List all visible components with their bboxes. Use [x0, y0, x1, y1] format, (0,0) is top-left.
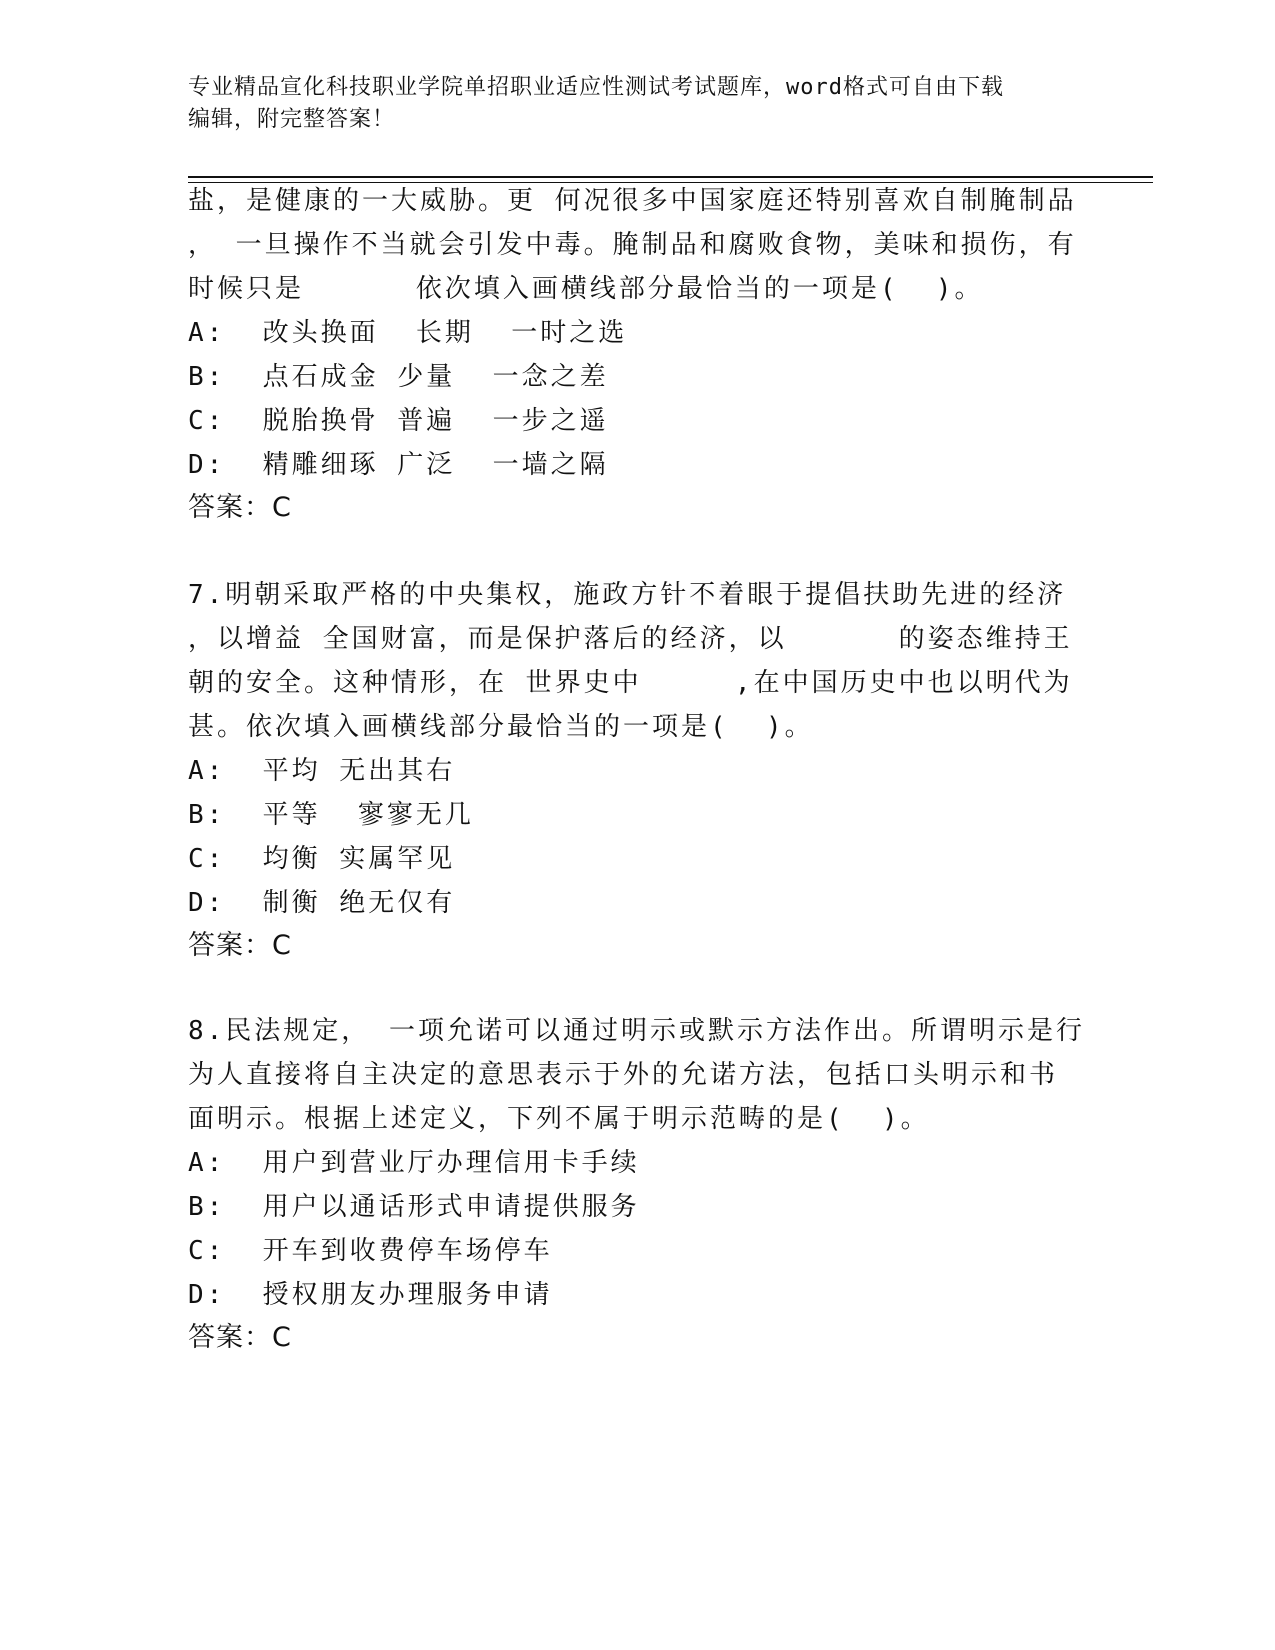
q7-text-line: 7.明朝采取严格的中央集权，施政方针不着眼于提倡扶助先进的经济	[188, 580, 1067, 610]
q8-option-a: A: 用户到营业厅办理信用卡手续	[188, 1148, 640, 1178]
q7-text-line: 朝的安全。这种情形，在 世界史中 ,在中国历史中也以明代为	[188, 668, 1073, 698]
page-header	[188, 72, 1088, 136]
q6-option-c: C: 脱胎换骨 普遍 一步之遥	[188, 406, 609, 436]
q8-text-line: 面明示。根据上述定义，下列不属于明示范畴的是( )。	[188, 1104, 930, 1134]
q8-text-line: 为人直接将自主决定的意思表示于外的允诺方法，包括口头明示和书	[188, 1060, 1059, 1090]
q6-option-d: D: 精雕细琢 广泛 一墙之隔	[188, 450, 609, 480]
q7-option-d: D: 制衡 绝无仅有	[188, 888, 456, 918]
q7-answer: 答案：C	[188, 930, 292, 961]
q6-text-line: 时候只是 依次填入画横线部分最恰当的一项是( )。	[188, 274, 984, 304]
q8-option-b: B: 用户以通话形式申请提供服务	[188, 1192, 640, 1222]
header-rule-thin	[188, 182, 1153, 183]
q7-text-line: ，以增益 全国财富，而是保护落后的经济，以 的姿态维持王	[188, 624, 1073, 654]
q7-option-a: A: 平均 无出其右	[188, 756, 456, 786]
header-line-2: 编辑，附完整答案！	[188, 107, 396, 132]
q8-answer: 答案：C	[188, 1322, 292, 1353]
q8-text-line: 8.民法规定， 一项允诺可以通过明示或默示方法作出。所谓明示是行	[188, 1016, 1085, 1046]
q6-answer: 答案：C	[188, 492, 292, 523]
q6-option-b: B: 点石成金 少量 一念之差	[188, 362, 609, 392]
q7-option-c: C: 均衡 实属罕见	[188, 844, 456, 874]
header-line-1: 专业精品宣化科技职业学院单招职业适应性测试考试题库，word格式可自由下载	[188, 75, 1004, 100]
q7-option-b: B: 平等 寥寥无几	[188, 800, 474, 830]
header-rule-thick	[188, 176, 1153, 178]
q8-option-c: C: 开车到收费停车场停车	[188, 1236, 553, 1266]
q6-option-a: A: 改头换面 长期 一时之选	[188, 318, 628, 348]
q8-option-d: D: 授权朋友办理服务申请	[188, 1280, 553, 1310]
q6-text-line: 盐，是健康的一大威胁。更 何况很多中国家庭还特别喜欢自制腌制品	[188, 186, 1077, 216]
q6-text-line: ， 一旦操作不当就会引发中毒。腌制品和腐败食物，美味和损伤，有	[188, 230, 1077, 260]
q7-text-line: 甚。依次填入画横线部分最恰当的一项是( )。	[188, 712, 814, 742]
